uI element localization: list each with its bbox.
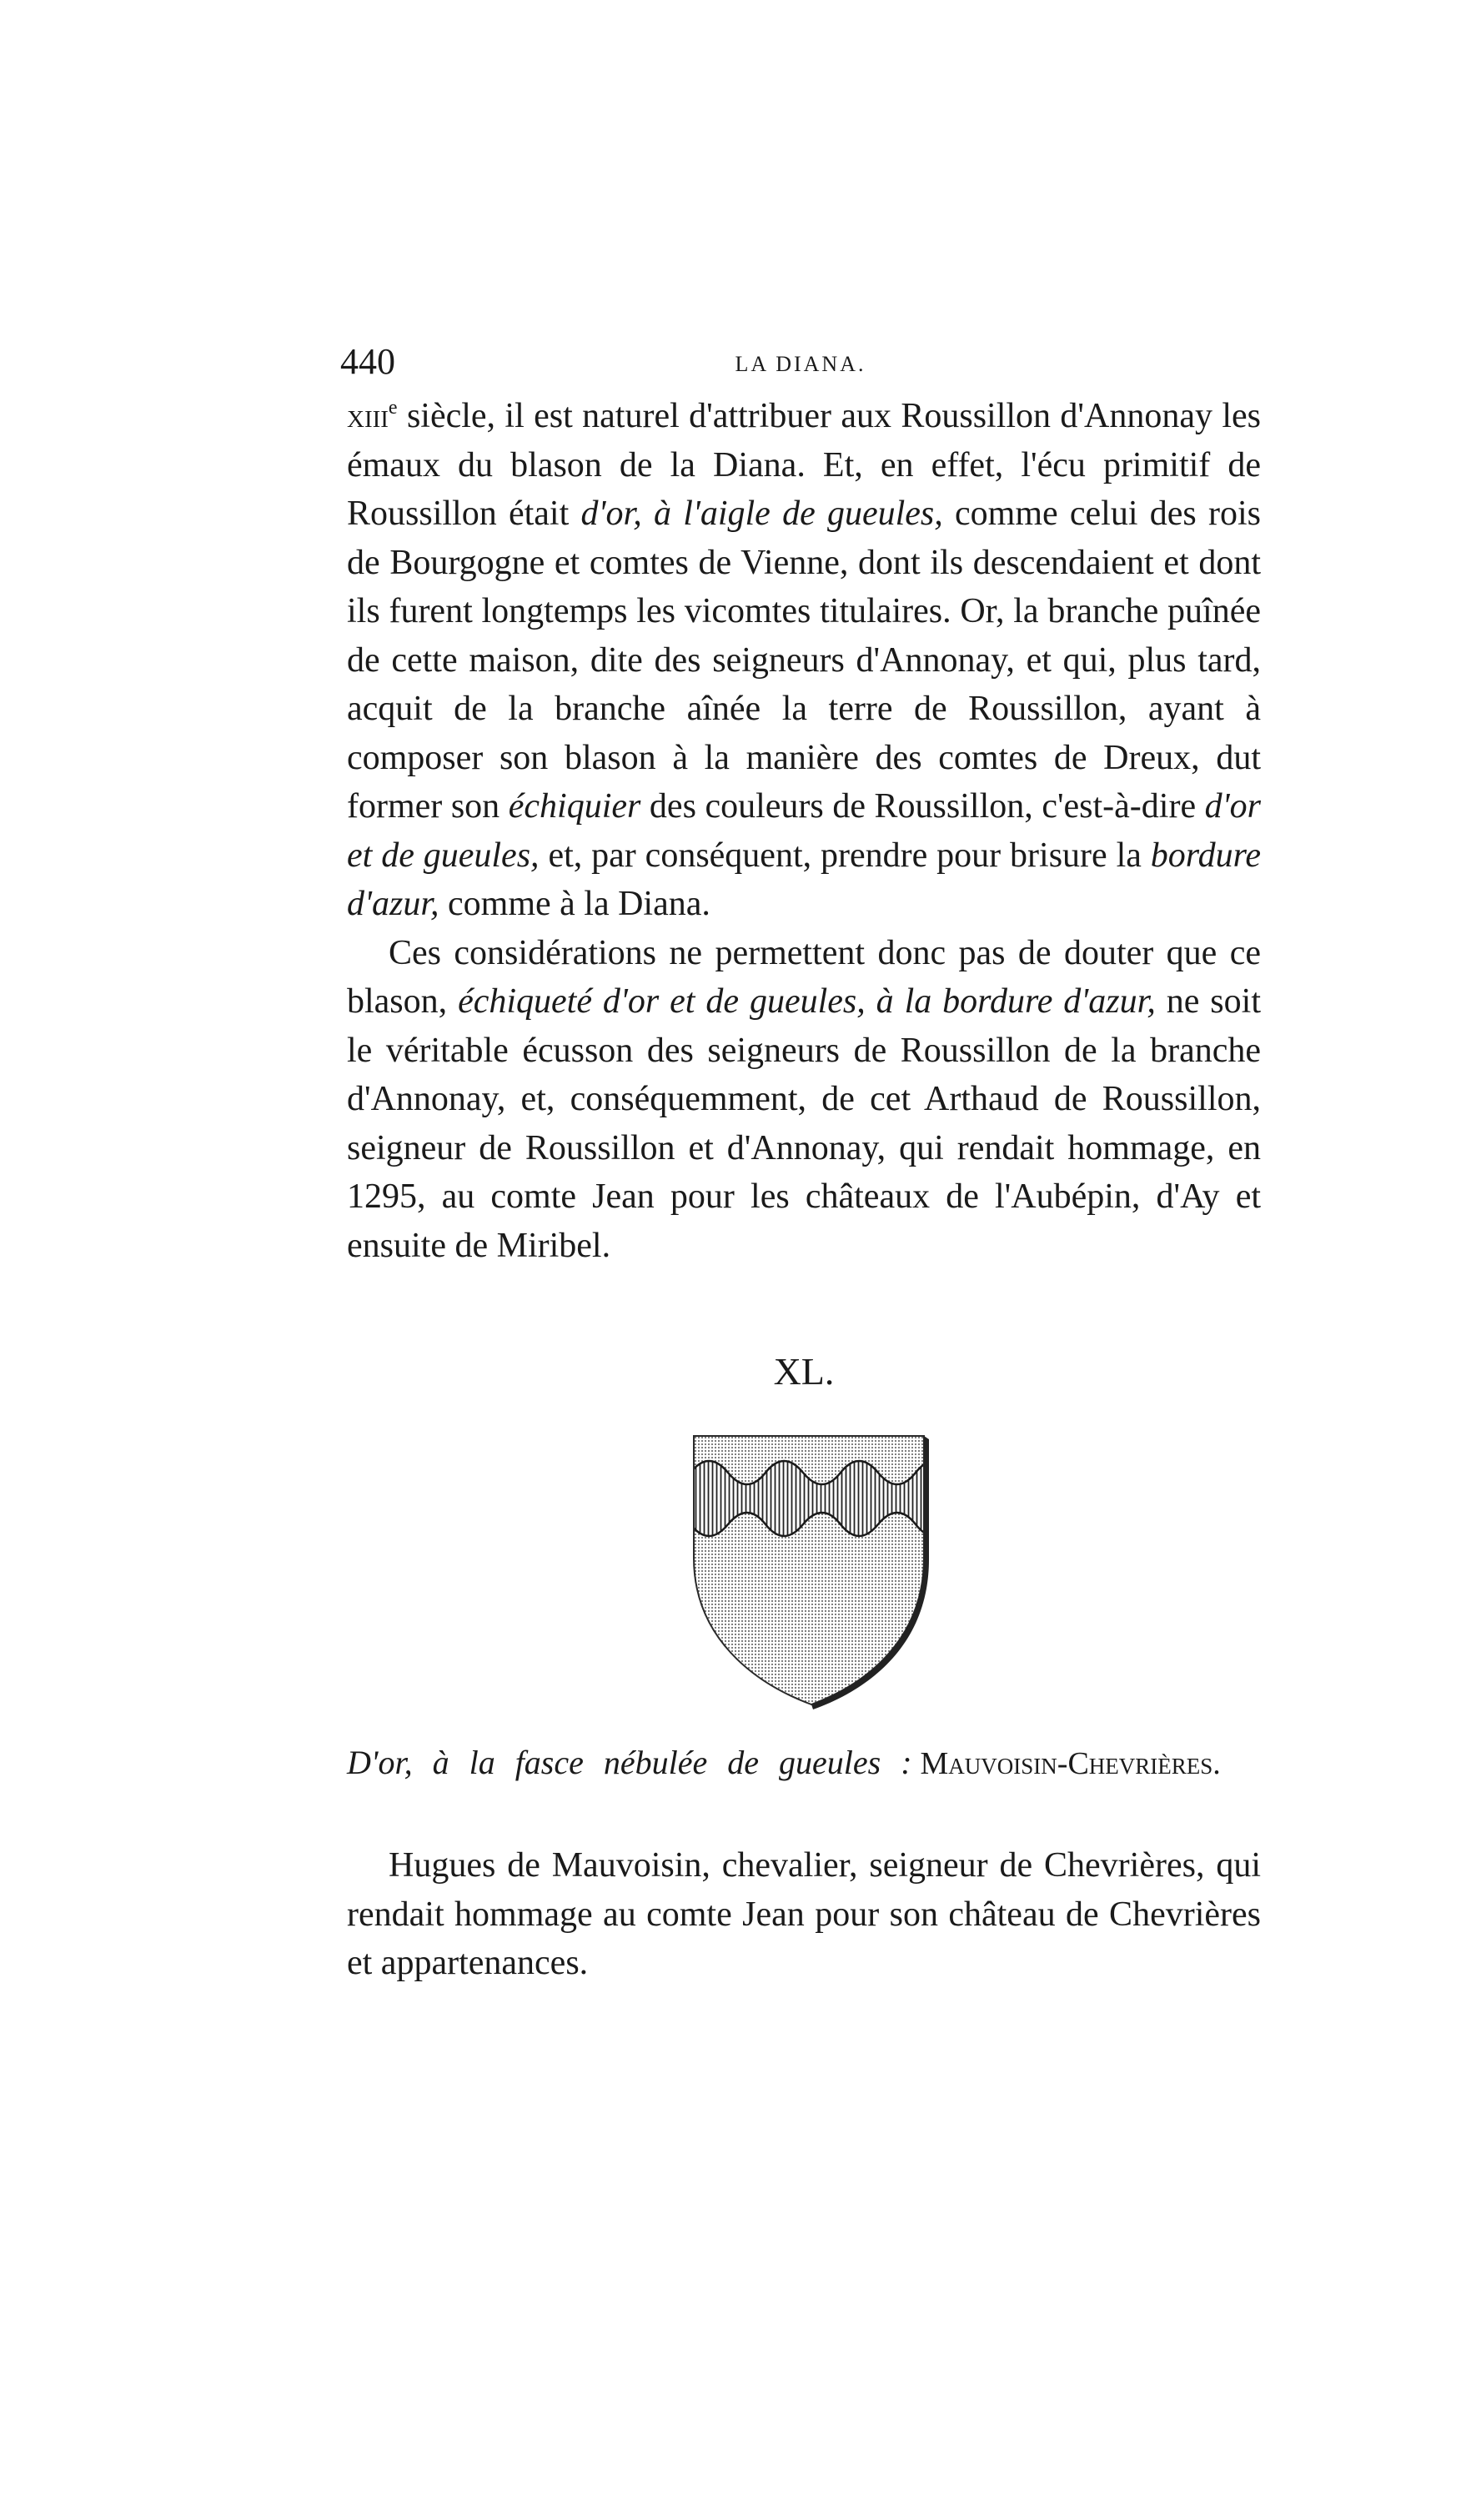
italic-text: d'or, à l'aigle de gueules, [580,494,943,533]
paragraph-text: comme à la Diana. [439,885,710,923]
body-text-top [347,392,1261,1270]
paragraph: Hugues de Mauvoisin, chevalier, seigneur de Chevrières, qui rendait hommage au comte Jean pour son château de Chevrières et appartenances. [347,1846,1261,1982]
paragraph [347,929,1261,1271]
italic-text: échiqueté d'or et de gueules, à la bordure d'azur, [458,982,1156,1021]
paragraph-continuation [347,392,1261,929]
family-name: Mauvoisin-Chevrières. [920,1746,1221,1781]
century-numeral: xiii [347,397,389,435]
blazon-text: D'or, à la fasce nébulée de gueules : [347,1744,912,1781]
italic-text: échiquier [508,787,641,826]
paragraph-text: des couleurs de Roussillon, c'est-à-dire [640,787,1205,826]
page-number: 440 [340,341,395,382]
page-header [340,340,1261,390]
paragraph-text: siècle, il est naturel d'attribuer aux Roussillon d'Annonay les émaux du blason de la Diana. Et, en effet, l'écu primitif de Roussillon était [347,397,1261,533]
body-text-bottom [347,1841,1261,1988]
heraldic-shield-icon [690,1433,932,1709]
paragraph-text: comme celui des rois de Bourgogne et comtes de Vienne, dont ils descendaient et dont ils furent longtemps les vicomtes titulaires. Or, la branche puînée de cette maison, dite des seigneurs d'Annonay, et qui, plus tard, acquit de la branche aînée la terre de Roussillon, ayant à composer son blason à la manière des comtes de Dreux, dut former son [347,494,1262,826]
paragraph-text: Ces considérations ne permettent donc pas de douter que ce blason, [347,933,1261,1021]
paragraph-text: et, par conséquent, prendre pour brisure la [539,836,1151,875]
running-title: LA DIANA. [735,352,866,376]
century-superscript: e [388,397,398,419]
italic-text: d'or et de gueules, [347,787,1261,875]
blazon-caption [347,1739,1261,1788]
paragraph-text: ne soit le véritable écusson des seigneurs de Roussillon de la branche d'Annonay, et, conséquemment, de cet Arthaud de Roussillon, seigneur de Roussillon et d'Annonay, qui rendait hommage, en 1295, au comte Jean pour les châteaux de l'Aubépin, d'Ay et ensuite de Miribel. [347,982,1261,1265]
italic-text: bordure d'azur, [347,836,1261,923]
section-heading: XL. [773,1350,835,1393]
